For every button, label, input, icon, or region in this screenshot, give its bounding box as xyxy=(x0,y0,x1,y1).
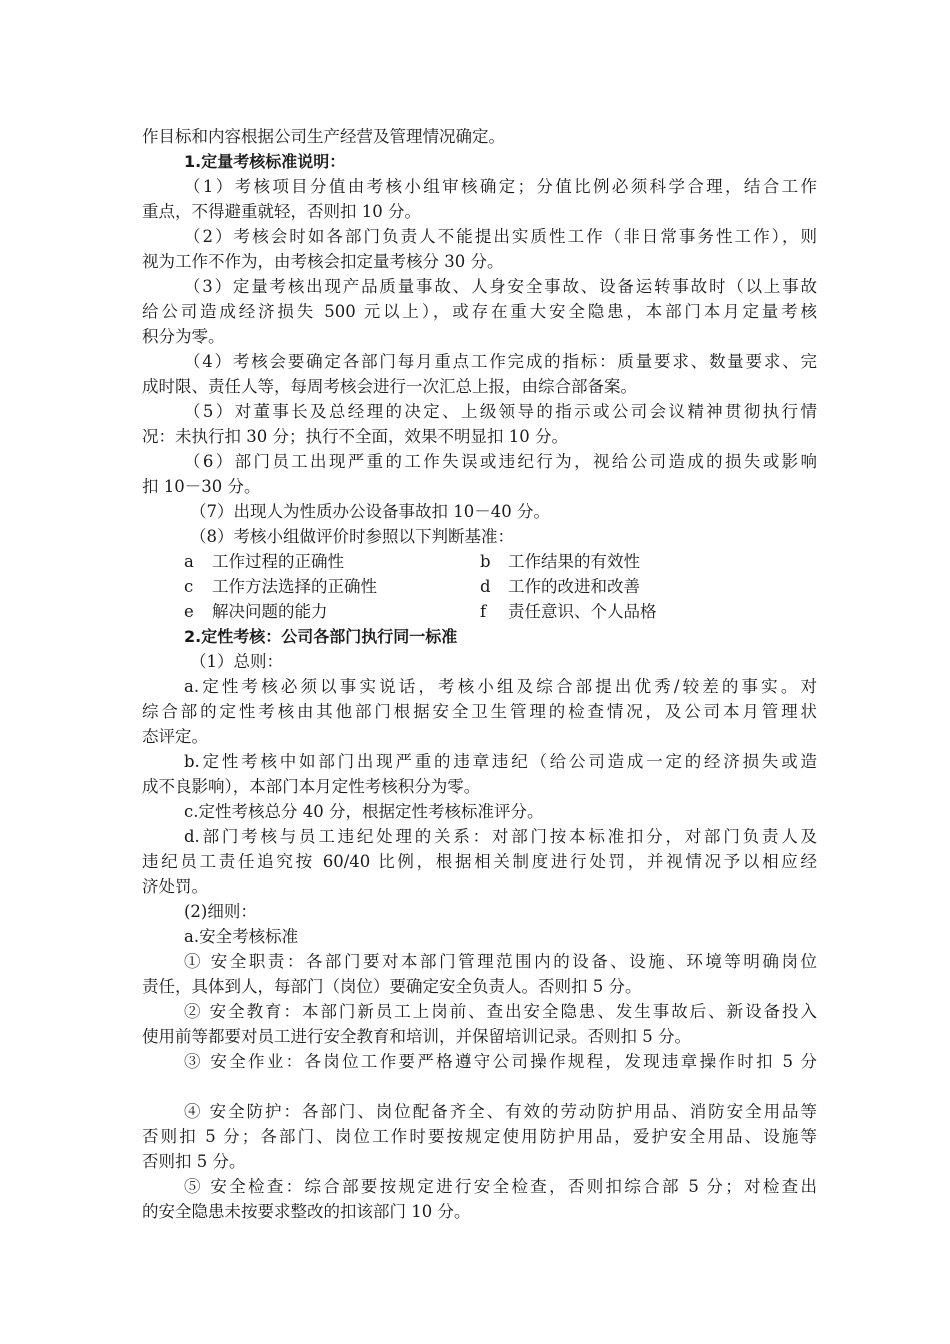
criteria-item: d 工作的改进和改善 xyxy=(480,577,640,596)
criteria-item: a 工作过程的正确性 xyxy=(184,552,344,571)
paragraph-line: （5）对董事长及总经理的决定、上级领导的指示或公司会议精神贯彻执行情 xyxy=(184,402,817,421)
paragraph-line: （1）总则： xyxy=(190,652,283,671)
paragraph-line: ⑤ 安全检查：综合部要按规定进行安全检查，否则扣综合部 5 分；对检查出 xyxy=(184,1177,817,1196)
paragraph-line: ③ 安全作业：各岗位工作要严格遵守公司操作规程，发现违章操作时扣 5 分 xyxy=(184,1052,817,1071)
paragraph-line: 使用前等都要对员工进行安全教育和培训，并保留培训记录。否则扣 5 分。 xyxy=(142,1027,691,1046)
paragraph-line: （1）考核项目分值由考核小组审核确定；分值比例必须科学合理，结合工作 xyxy=(184,177,817,196)
section-heading-quantitative: 1.定量考核标准说明： xyxy=(184,152,346,171)
paragraph-line: 态评定。 xyxy=(142,727,208,746)
paragraph-line: （7）出现人为性质办公设备事故扣 10－40 分。 xyxy=(190,502,550,521)
paragraph-line: 成时限、责任人等，每周考核会进行一次汇总上报，由综合部备案。 xyxy=(142,377,637,396)
paragraph-line: ① 安全职责：各部门要对本部门管理范围内的设备、设施、环境等明确岗位 xyxy=(184,952,817,971)
paragraph-line: b.定性考核中如部门出现严重的违章违纪（给公司造成一定的经济损失或造 xyxy=(184,752,817,771)
paragraph-line: 积分为零。 xyxy=(142,327,225,346)
paragraph-line: 视为工作不作为，由考核会扣定量考核分 30 分。 xyxy=(142,252,504,271)
criteria-item: f 责任意识、个人品格 xyxy=(480,602,657,621)
paragraph-line: 成不良影响），本部门本月定性考核积分为零。 xyxy=(142,777,481,796)
section-heading-qualitative: 2.定性考核：公司各部门执行同一标准 xyxy=(184,627,458,646)
paragraph-line: （6）部门员工出现严重的工作失误或违纪行为，视给公司造成的损失或影响 xyxy=(184,452,817,471)
paragraph-line: ④ 安全防护：各部门、岗位配备齐全、有效的劳动防护用品、消防安全用品等 xyxy=(184,1102,817,1121)
paragraph-line: (2)细则： xyxy=(184,902,257,921)
paragraph-line: ② 安全教育：本部门新员工上岗前、查出安全隐患、发生事故后、新设备投入 xyxy=(184,1002,817,1021)
paragraph-line: 否则扣 5 分。 xyxy=(142,1152,246,1171)
criteria-item: e 解决问题的能力 xyxy=(184,602,328,621)
paragraph-line: 综合部的定性考核由其他部门根据安全卫生管理的检查情况，及公司本月管理状 xyxy=(142,702,817,721)
paragraph-line: 给公司造成经济损失 500 元以上），或存在重大安全隐患，本部门本月定量考核 xyxy=(142,302,817,321)
paragraph-line: （3）定量考核出现产品质量事故、人身安全事故、设备运转事故时（以上事故 xyxy=(184,277,817,296)
paragraph-line: 的安全隐患未按要求整改的扣该部门 10 分。 xyxy=(142,1202,471,1221)
paragraph-line: a.安全考核标准 xyxy=(184,927,299,946)
paragraph-line: （8）考核小组做评价时参照以下判断基准： xyxy=(190,527,514,546)
paragraph-line: 重点，不得避重就轻，否则扣 10 分。 xyxy=(142,202,421,221)
paragraph-line: 作目标和内容根据公司生产经营及管理情况确定。 xyxy=(142,127,505,146)
paragraph-line: 况：未执行扣 30 分；执行不全面，效果不明显扣 10 分。 xyxy=(142,427,568,446)
paragraph-line: （2）考核会时如各部门负责人不能提出实质性工作（非日常事务性工作），则 xyxy=(184,227,817,246)
paragraph-line: 济处罚。 xyxy=(142,877,208,896)
paragraph-line: 扣 10－30 分。 xyxy=(142,477,261,496)
paragraph-line: 否则扣 5 分；各部门、岗位工作时要按规定使用防护用品，爱护安全用品、设施等 xyxy=(142,1127,817,1146)
paragraph-line: 责任，具体到人，每部门（岗位）要确定安全负责人。否则扣 5 分。 xyxy=(142,977,642,996)
paragraph-line: a.定性考核必须以事实说话，考核小组及综合部提出优秀/较差的事实。对 xyxy=(184,677,817,696)
paragraph-line: d.部门考核与员工违纪处理的关系：对部门按本标准扣分，对部门负责人及 xyxy=(184,827,817,846)
criteria-item: c 工作方法选择的正确性 xyxy=(184,577,377,596)
criteria-item: b 工作结果的有效性 xyxy=(480,552,640,571)
paragraph-line: c.定性考核总分 40 分，根据定性考核标准评分。 xyxy=(184,802,544,821)
paragraph-line: 违纪员工责任追究按 60/40 比例，根据相关制度进行处罚，并视情况予以相应经 xyxy=(142,852,817,871)
paragraph-line: （4）考核会要确定各部门每月重点工作完成的指标：质量要求、数量要求、完 xyxy=(184,352,817,371)
